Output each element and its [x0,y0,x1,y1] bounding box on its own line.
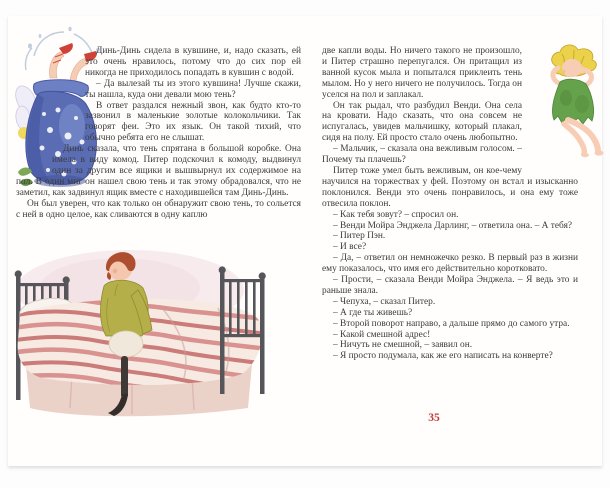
paragraph: – Чепуха, – сказал Питер. [333,296,436,307]
paragraph: – Второй поворот направо, а дальше прямо до самого утра. [333,318,570,329]
paragraph: – Мальчик, – сказала она вежливым голосом. – Почему ты плачешь? [322,144,522,166]
paragraph: – А где ты живешь? [333,307,413,318]
paragraph: – И все? [333,242,367,253]
wrap-spacer [522,46,578,166]
fairy-hand [579,67,586,74]
boy-ear [113,269,117,273]
paragraph: – Прости, – сказала Венди Мойра Энджела. – Я ведь это и раньше знала. [322,275,578,296]
page-number: 35 [428,412,440,424]
left-page-text [16,46,301,221]
paragraph: В ответ раздался нежный звон, как будто кто-то зазвонил в маленькие золотые колокольчики. Так говорят феи. Это их язык. Он такой тихий, что обычно ребята его не слышат. [85,100,301,144]
boy-boot [121,356,128,398]
paragraph: – Да, – ответил он немножечко резко. В первый раз в жизни ему показалось, что имя его действительно коротковато. [322,253,578,275]
paragraph: – Ничуть не смешной, – заявил он. [333,340,473,351]
paragraph: Он так рыдал, что разбудил Венди. Она села на кровати. Надо сказать, что она совсем не испугалась, увидев мальчишку, который плакал, сидя на полу. Ей просто стало очень любопытно. [322,100,522,144]
wrap-spacer [16,46,85,144]
paragraph: – Да вылезай ты из этого кувшина! Лучше скажи, ты нашла, куда они девали мою тень? [85,78,301,100]
paragraph: Питер тоже умел быть вежливым, он кое-чему научился на торжествах у фей. Поэтому он встал и изысканно поклонился. Венди это очень понравилось, и она ему тоже отвесила поклон. [322,165,578,209]
paragraph: – Какой смешной адрес! [333,329,431,340]
boy-on-bed-illustration [12,246,288,428]
paragraph: – Как тебя зовут? – спросил он. [333,209,459,220]
paragraph: – Я просто подумала, как же его написать на конверте? [333,351,553,362]
paragraph: Динь-Динь сидела в кувшине, и, надо сказать, ей это очень нравилось, потому что до сих пор ей никогда не приходилось попадать в кувшин с водой. [85,46,301,78]
right-page-text [322,46,578,362]
fairy-foot [581,153,589,157]
wrap-spacer [16,144,52,166]
boy-shorts [109,331,143,357]
book-spread [8,16,602,466]
paragraph: – Питер Пэн. [333,231,386,242]
paragraph: две капли воды. Но ничего такого не произошло, и Питер страшно перепугался. Он притащил из ванной кусок мыла и попытался приклеить тень мылом. Но у него ничего не получилось. Тогда он уселся на пол и заплакал. [322,46,522,100]
fairy-foot [595,150,604,155]
paragraph: – Венди Мойра Энджела Дарлинг, – ответила она. – А тебя? [333,220,573,231]
paragraph: Он был уверен, что как только он обнаружит свою тень, то сольется с ней в одно целое, как сливаются в одну каплю [16,198,301,220]
paragraph: Динь сказала, что тень спрятана в большой коробке. Она имела в виду комод. Питер подскочил к комоду, выдвинул один за другим все ящики и вышвырнул их содержимое на пол. В один миг он нашел свою тень и так этому обрадовался, что не заметил, как задвинул ящик вместе с находившейся там Динь-Динь. [16,144,301,198]
